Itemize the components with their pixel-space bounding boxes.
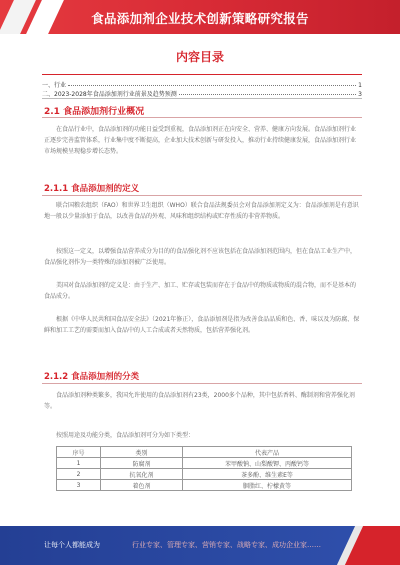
- section-paragraph: 在食品行业中，食品添加剂的功能日益受到重视，食品添加剂正在向安全、营养、健康方向发展。食品添加剂行业正逐步完善监管体系，行业集中度不断提高，企业加大技术创新与研发投入，推动行业持续健康发展，食品添加剂行业市场规模呈现稳步增长态势。: [44, 126, 357, 155]
- section-rule: [42, 117, 362, 118]
- section-paragraph: 食品添加剂种类繁多，我国允许使用的食品添加剂有23类，2000多个品种，其中包括香料、酶制剂和营养强化剂等。: [44, 392, 355, 410]
- footer-slogan: 让每个人都能成为: [44, 541, 100, 549]
- report-title: 食品添加剂企业技术创新策略研究报告: [91, 11, 309, 26]
- table-header-cell: 序号: [57, 447, 101, 458]
- table-header-cell: 类别: [101, 447, 183, 458]
- table-cell: 抗氧化剂: [101, 469, 183, 480]
- section-paragraph: 联合国粮农组织（FAO）和世界卫生组织（WHO）联合食品法规委员会对食品添加剂定义为：食品添加剂是有意识地一般以少量添加于食品，以改善食品的外观、风味和组织结构或贮存性质的非营养物质。: [44, 202, 359, 220]
- subsection-heading: 2.1.2 食品添加剂的分类: [44, 372, 140, 382]
- section-paragraph: 美国对食品添加剂的定义是：由于生产、加工、贮存或包装而存在于食品中的物质或物质的混合物，而不是基本的食品成分。: [44, 282, 357, 300]
- toc-leader-dots: [179, 94, 356, 95]
- section-heading: 2.1 食品添加剂行业概况: [44, 107, 145, 117]
- section-paragraph: 根据《中华人民共和国食品安全法》（2021年修正），食品添加剂是指为改善食品品质和色、香、味以及为防腐、保鲜和加工工艺的需要而加入食品中的人工合成或者天然物质，包括营养强化剂。: [44, 316, 360, 334]
- table-cell: 3: [57, 480, 101, 491]
- toc-divider: [42, 74, 362, 75]
- toc-entry-page: 1: [358, 82, 362, 89]
- toc-entry-label: 一、行业: [42, 82, 67, 89]
- table-header-row: [57, 447, 352, 458]
- table-cell: 着色剂: [101, 480, 183, 491]
- additive-category-table: [56, 446, 352, 491]
- toc-title: 内容目录: [175, 50, 224, 64]
- toc-entry-page: 3: [358, 91, 362, 98]
- table-cell: 胭脂红、柠檬黄等: [183, 480, 352, 491]
- toc-separator: [42, 98, 362, 99]
- footer-banner: [0, 526, 400, 565]
- table-cell: 茶多酚、维生素E等: [183, 469, 352, 480]
- header-banner: [0, 0, 400, 34]
- toc-entry[interactable]: [42, 89, 362, 98]
- toc-leader-dots: [68, 85, 356, 86]
- table-row: [57, 469, 352, 480]
- section-paragraph: 按照这一定义，以增强食品营养成分为目的的食品强化剂不应该包括在食品添加剂范围内，但在食品工业生产中，食品强化剂作为一类特殊的添加剂被广泛使用。: [44, 248, 357, 266]
- toc-entry[interactable]: [42, 80, 362, 89]
- subsection-heading: 2.1.1 食品添加剂的定义: [44, 184, 140, 194]
- section-rule: [42, 383, 362, 384]
- table-cell: 苯甲酸钠、山梨酸钾、丙酸钙等: [183, 458, 352, 469]
- footer-roles: 行业专家、管理专家、营销专家、战略专家、成功企业家……: [132, 541, 321, 549]
- table-intro: 按照用途及功能分类，食品添加剂可分为如下类型：: [56, 432, 195, 439]
- table-header-cell: 代表产品: [183, 447, 352, 458]
- table-cell: 1: [57, 458, 101, 469]
- toc-entry-label: 二、2023-2028年食品添加剂行业前景及趋势预测: [42, 91, 177, 98]
- table-row: [57, 480, 352, 491]
- section-rule: [42, 195, 362, 196]
- table-cell: 2: [57, 469, 101, 480]
- table-row: [57, 458, 352, 469]
- table-cell: 防腐剂: [101, 458, 183, 469]
